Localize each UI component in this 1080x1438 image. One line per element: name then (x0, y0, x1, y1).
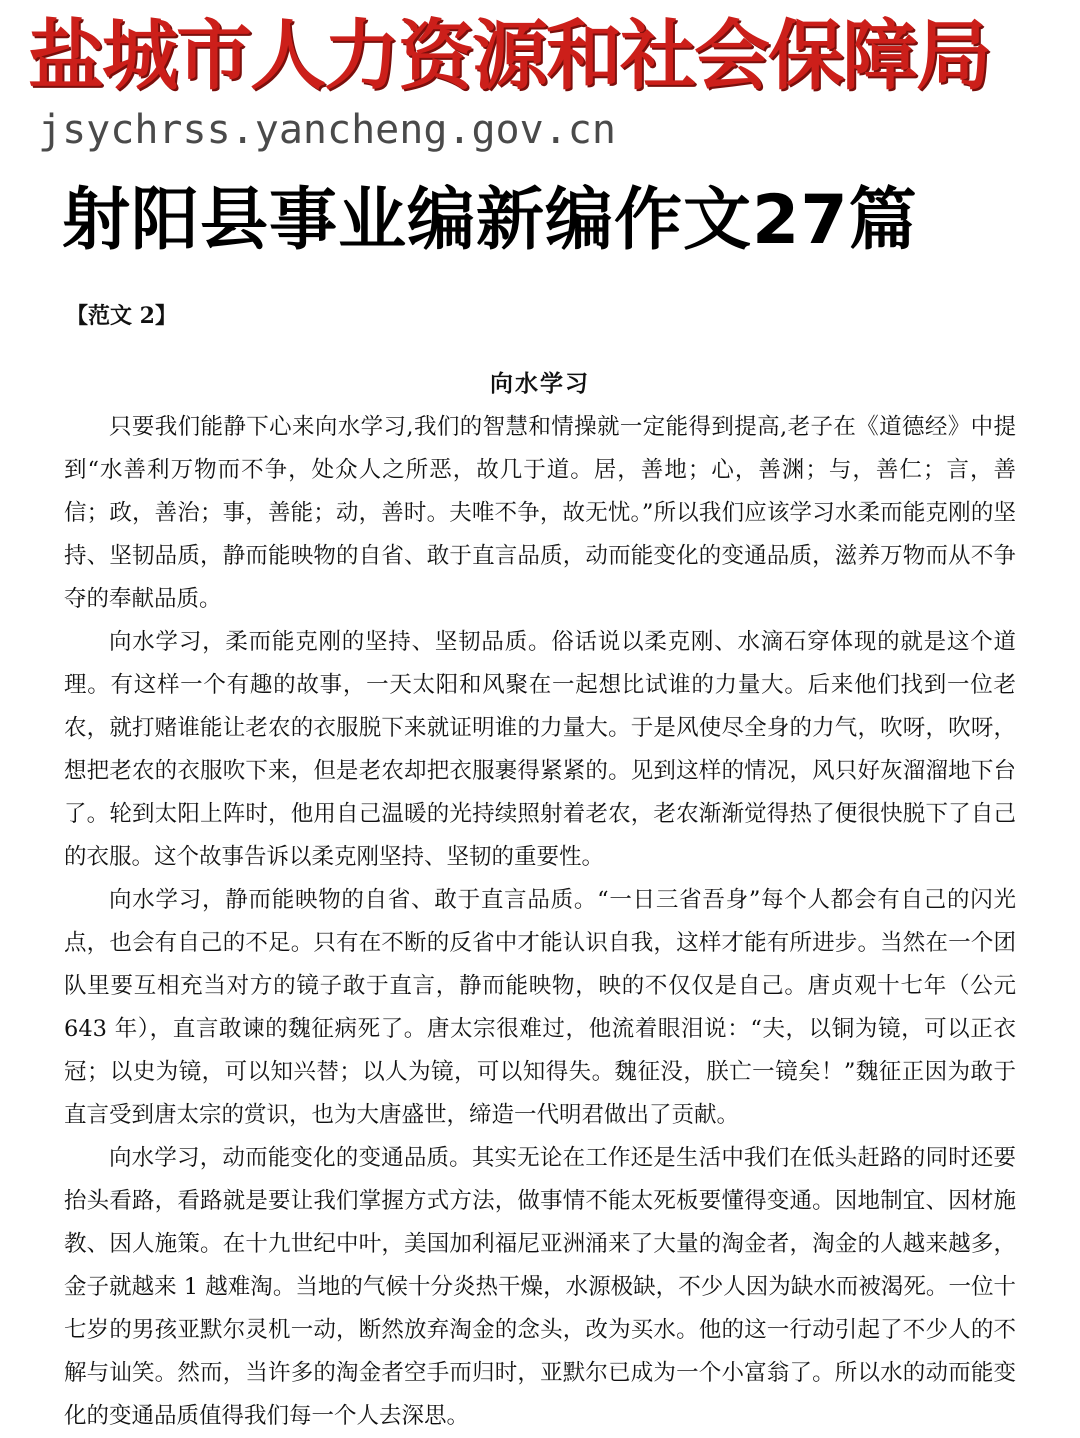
essay-paragraph: 向水学习，柔而能克刚的坚持、坚韧品质。俗话说以柔克刚、水滴石穿体现的就是这个道理。有这样一个有趣的故事，一天太阳和风聚在一起想比试谁的力量大。后来他们找到一位老农，就打赌谁能让老农的衣服脱下来就证明谁的力量大。于是风使尽全身的力气，吹呀，吹呀，想把老农的衣服吹下来，但是老农却把衣服裹得紧紧的。见到这样的情况，风只好灰溜溜地下台了。轮到太阳上阵时，他用自己温暖的光持续照射着老农，老农渐渐觉得热了便很快脱下了自己的衣服。这个故事告诉以柔克刚坚持、坚韧的重要性。 (64, 629, 1016, 870)
essay-body (64, 406, 1016, 1438)
section-label: 【范文 2】 (66, 303, 177, 329)
agency-website-url: jsychrss.yancheng.gov.cn (38, 107, 616, 153)
essay-paragraph: 只要我们能静下心来向水学习,我们的智慧和情操就一定能得到提高,老子在《道德经》中提到“水善利万物而不争，处众人之所恶，故几于道。居，善地；心，善渊；与，善仁；言，善信；政，善治；事，善能；动，善时。夫唯不争，故无忧。”所以我们应该学习水柔而能克刚的坚持、坚韧品质，静而能映物的自省、敢于直言品质，动而能变化的变通品质，滋养万物而从不争夺的奉献品质。 (64, 414, 1016, 612)
agency-banner-title: 盐城市人力资源和社会保障局 (28, 11, 990, 100)
essay-paragraph: 向水学习，动而能变化的变通品质。其实无论在工作还是生活中我们在低头赶路的同时还要抬头看路，看路就是要让我们掌握方式方法，做事情不能太死板要懂得变通。因地制宜、因材施教、因人施策。在十九世纪中叶，美国加利福尼亚洲涌来了大量的淘金者，淘金的人越来越多，金子就越来 1 越难淘。当地的气候十分炎热干燥，水源极缺，不少人因为缺水而被渴死。一位十七岁的男孩亚默尔灵机一动，断然放弃淘金的念头，改为买水。他的这一行动引起了不少人的不解与讪笑。然而，当许多的淘金者空手而归时，亚默尔已成为一个小富翁了。所以水的动而能变化的变通品质值得我们每一个人去深思。 (64, 1145, 1016, 1429)
essay-paragraph: 向水学习，静而能映物的自省、敢于直言品质。“一日三省吾身”每个人都会有自己的闪光点，也会有自己的不足。只有在不断的反省中才能认识自我，这样才能有所进步。当然在一个团队里要互相充当对方的镜子敢于直言，静而能映物，映的不仅仅是自己。唐贞观十七年（公元 643 年），直言敢谏的魏征病死了。唐太宗很难过，他流着眼泪说：“夫，以铜为镜，可以正衣冠；以史为镜，可以知兴替；以人为镜，可以知得失。魏征没，朕亡一镜矣！”魏征正因为敢于直言受到唐太宗的赏识，也为大唐盛世，缔造一代明君做出了贡献。 (64, 887, 1016, 1128)
document-title: 射阳县事业编新编作文27篇 (62, 181, 918, 260)
essay-title: 向水学习 (490, 370, 590, 397)
